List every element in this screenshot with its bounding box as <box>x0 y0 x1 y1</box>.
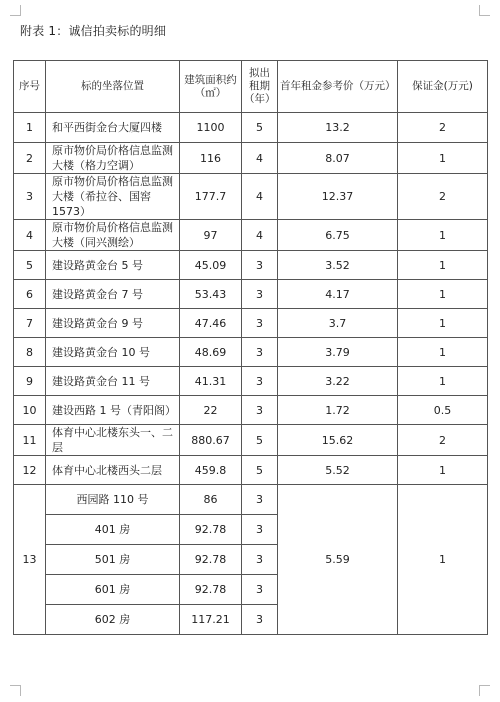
cell-years: 3 <box>242 396 278 425</box>
cell-years: 3 <box>242 575 278 605</box>
cell-years: 3 <box>242 338 278 367</box>
table-row <box>14 367 488 396</box>
cell-location: 原市物价局价格信息监测大楼（格力空调） <box>46 143 180 174</box>
table-row <box>14 425 488 456</box>
cell-rent: 3.79 <box>278 338 398 367</box>
page-corner-mark <box>10 5 21 16</box>
cell-deposit: 1 <box>398 143 488 174</box>
header-deposit: 保证金(万元) <box>398 61 488 113</box>
cell-deposit: 1 <box>398 280 488 309</box>
cell-area: 97 <box>180 220 242 251</box>
cell-location: 和平西街金台大厦四楼 <box>46 113 180 143</box>
header-rent: 首年租金参考价（万元） <box>278 61 398 113</box>
cell-no: 1 <box>14 113 46 143</box>
cell-location: 建设路黄金台 11 号 <box>46 367 180 396</box>
cell-years: 3 <box>242 605 278 635</box>
cell-location: 建设路黄金台 10 号 <box>46 338 180 367</box>
cell-location: 601 房 <box>46 575 180 605</box>
table-row <box>14 456 488 485</box>
cell-rent: 3.52 <box>278 251 398 280</box>
table-row <box>14 113 488 143</box>
cell-years: 3 <box>242 309 278 338</box>
cell-location: 401 房 <box>46 515 180 545</box>
cell-years: 3 <box>242 485 278 515</box>
cell-no: 10 <box>14 396 46 425</box>
cell-deposit: 1 <box>398 220 488 251</box>
cell-rent: 8.07 <box>278 143 398 174</box>
document-title: 附表 1：诚信拍卖标的明细 <box>20 24 167 38</box>
cell-rent: 5.52 <box>278 456 398 485</box>
cell-area: 48.69 <box>180 338 242 367</box>
cell-rent: 3.22 <box>278 367 398 396</box>
cell-area: 1100 <box>180 113 242 143</box>
cell-no: 7 <box>14 309 46 338</box>
header-years: 拟出租期（年） <box>242 61 278 113</box>
table-row <box>14 220 488 251</box>
cell-rent: 12.37 <box>278 174 398 220</box>
table-row <box>14 485 488 515</box>
page-corner-mark <box>479 5 490 16</box>
cell-location: 西园路 110 号 <box>46 485 180 515</box>
cell-rent: 1.72 <box>278 396 398 425</box>
cell-area: 177.7 <box>180 174 242 220</box>
cell-location: 602 房 <box>46 605 180 635</box>
cell-deposit: 1 <box>398 309 488 338</box>
cell-rent: 5.59 <box>278 485 398 635</box>
cell-no: 5 <box>14 251 46 280</box>
table-row <box>14 143 488 174</box>
cell-rent: 13.2 <box>278 113 398 143</box>
cell-location: 501 房 <box>46 545 180 575</box>
header-location: 标的坐落位置 <box>46 61 180 113</box>
cell-years: 3 <box>242 545 278 575</box>
cell-area: 116 <box>180 143 242 174</box>
table-row <box>14 396 488 425</box>
cell-deposit: 2 <box>398 174 488 220</box>
cell-area: 22 <box>180 396 242 425</box>
cell-area: 92.78 <box>180 545 242 575</box>
cell-no: 9 <box>14 367 46 396</box>
cell-area: 92.78 <box>180 575 242 605</box>
auction-items-table <box>13 60 488 635</box>
cell-years: 5 <box>242 456 278 485</box>
cell-location: 建设西路 1 号（青阳阁） <box>46 396 180 425</box>
cell-area: 41.31 <box>180 367 242 396</box>
cell-location: 体育中心北楼东头一、二层 <box>46 425 180 456</box>
cell-years: 4 <box>242 174 278 220</box>
cell-location: 原市物价局价格信息监测大楼（希拉谷、国窖1573） <box>46 174 180 220</box>
cell-years: 5 <box>242 113 278 143</box>
cell-deposit: 1 <box>398 367 488 396</box>
cell-deposit: 0.5 <box>398 396 488 425</box>
cell-area: 86 <box>180 485 242 515</box>
table-header-row <box>14 61 488 113</box>
cell-years: 3 <box>242 515 278 545</box>
table-row <box>14 280 488 309</box>
table-row <box>14 251 488 280</box>
cell-no: 8 <box>14 338 46 367</box>
cell-rent: 6.75 <box>278 220 398 251</box>
cell-years: 3 <box>242 280 278 309</box>
cell-location: 原市物价局价格信息监测大楼（同兴测绘） <box>46 220 180 251</box>
cell-years: 3 <box>242 367 278 396</box>
cell-no: 13 <box>14 485 46 635</box>
cell-location: 建设路黄金台 9 号 <box>46 309 180 338</box>
cell-area: 880.67 <box>180 425 242 456</box>
cell-area: 45.09 <box>180 251 242 280</box>
cell-deposit: 1 <box>398 456 488 485</box>
cell-no: 3 <box>14 174 46 220</box>
cell-deposit: 2 <box>398 113 488 143</box>
cell-no: 12 <box>14 456 46 485</box>
cell-rent: 4.17 <box>278 280 398 309</box>
cell-deposit: 1 <box>398 338 488 367</box>
cell-area: 459.8 <box>180 456 242 485</box>
cell-rent: 15.62 <box>278 425 398 456</box>
cell-location: 建设路黄金台 7 号 <box>46 280 180 309</box>
cell-deposit: 1 <box>398 485 488 635</box>
header-no: 序号 <box>14 61 46 113</box>
cell-deposit: 2 <box>398 425 488 456</box>
cell-rent: 3.7 <box>278 309 398 338</box>
cell-deposit: 1 <box>398 251 488 280</box>
table-row <box>14 338 488 367</box>
cell-years: 3 <box>242 251 278 280</box>
cell-years: 4 <box>242 220 278 251</box>
cell-area: 92.78 <box>180 515 242 545</box>
header-area: 建筑面积约（㎡） <box>180 61 242 113</box>
table-row <box>14 174 488 220</box>
table-row <box>14 309 488 338</box>
cell-years: 5 <box>242 425 278 456</box>
cell-location: 建设路黄金台 5 号 <box>46 251 180 280</box>
cell-years: 4 <box>242 143 278 174</box>
cell-area: 117.21 <box>180 605 242 635</box>
cell-no: 11 <box>14 425 46 456</box>
page-corner-mark <box>10 685 21 696</box>
cell-no: 6 <box>14 280 46 309</box>
cell-area: 47.46 <box>180 309 242 338</box>
cell-location: 体育中心北楼西头二层 <box>46 456 180 485</box>
cell-area: 53.43 <box>180 280 242 309</box>
page-corner-mark <box>479 685 490 696</box>
cell-no: 4 <box>14 220 46 251</box>
cell-no: 2 <box>14 143 46 174</box>
